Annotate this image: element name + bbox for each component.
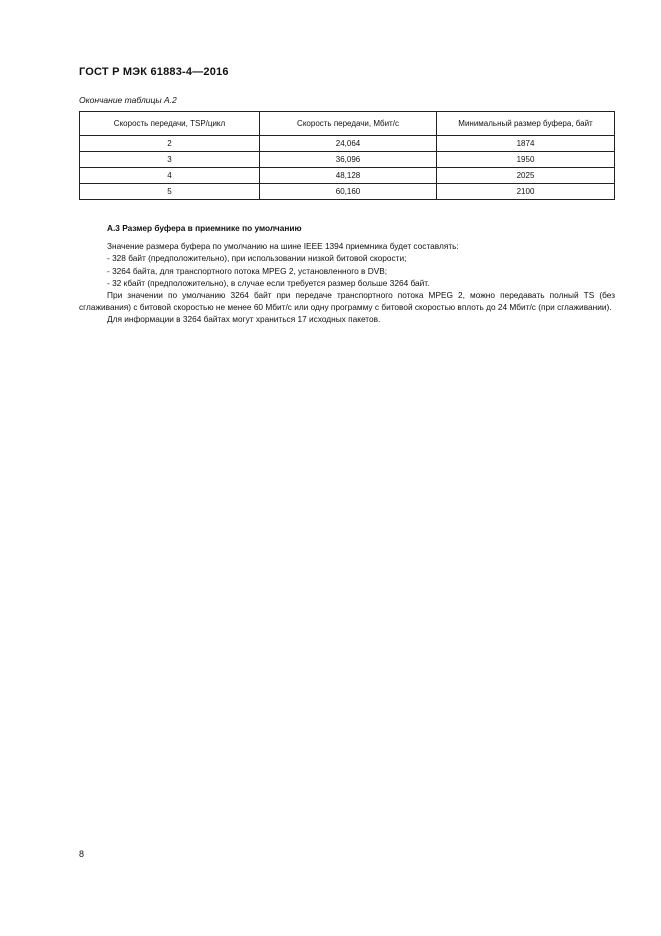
table-row [80, 152, 615, 168]
table-cell: 48,128 [260, 168, 437, 184]
paragraph: Для информации в 3264 байтах могут храниться 17 исходных пакетов. [107, 314, 381, 325]
table-cell: 4 [80, 168, 260, 184]
table-cell: 60,160 [260, 184, 437, 200]
paragraph: При значении по умолчанию 3264 байт при передаче транспортного потока MPEG 2, можно передавать полный TS (без сглаживания) с битовой скоростью не менее 60 Мбит/с или одну программу с битовой скоростью вплоть до 24 Мбит/с (при сглаживании). [79, 290, 615, 313]
document-header: ГОСТ Р МЭК 61883-4—2016 [79, 66, 229, 78]
buffer-size-table [79, 111, 615, 200]
table-header-row [80, 112, 615, 136]
table-row [80, 168, 615, 184]
column-header-tsp-rate: Скорость передачи, TSP/цикл [80, 112, 260, 136]
table-caption: Окончание таблицы А.2 [79, 95, 177, 105]
table-row [80, 136, 615, 152]
list-item: - 328 байт (предположительно), при использовании низкой битовой скорости; [107, 253, 407, 264]
table-row [80, 184, 615, 200]
table-cell: 1874 [437, 136, 615, 152]
table-cell: 3 [80, 152, 260, 168]
section-a3 [79, 222, 615, 326]
table-cell: 2100 [437, 184, 615, 200]
table-cell: 5 [80, 184, 260, 200]
page-number: 8 [79, 849, 85, 859]
section-intro: Значение размера буфера по умолчанию на шине IEEE 1394 приемника будет составлять: [107, 241, 459, 252]
section-title: А.3 Размер буфера в приемнике по умолчанию [107, 223, 302, 233]
list-item: - 3264 байта, для транспортного потока MPEG 2, установленного в DVB; [107, 265, 388, 276]
table-cell: 1950 [437, 152, 615, 168]
column-header-buffer-size: Минимальный размер буфера, байт [437, 112, 615, 136]
table-cell: 2025 [437, 168, 615, 184]
list-item: - 32 кбайт (предположительно), в случае если требуется размер больше 3264 байт. [107, 277, 430, 288]
table-cell: 36,096 [260, 152, 437, 168]
table-cell: 2 [80, 136, 260, 152]
table-cell: 24,064 [260, 136, 437, 152]
column-header-mbit-rate: Скорость передачи, Мбит/с [260, 112, 437, 136]
